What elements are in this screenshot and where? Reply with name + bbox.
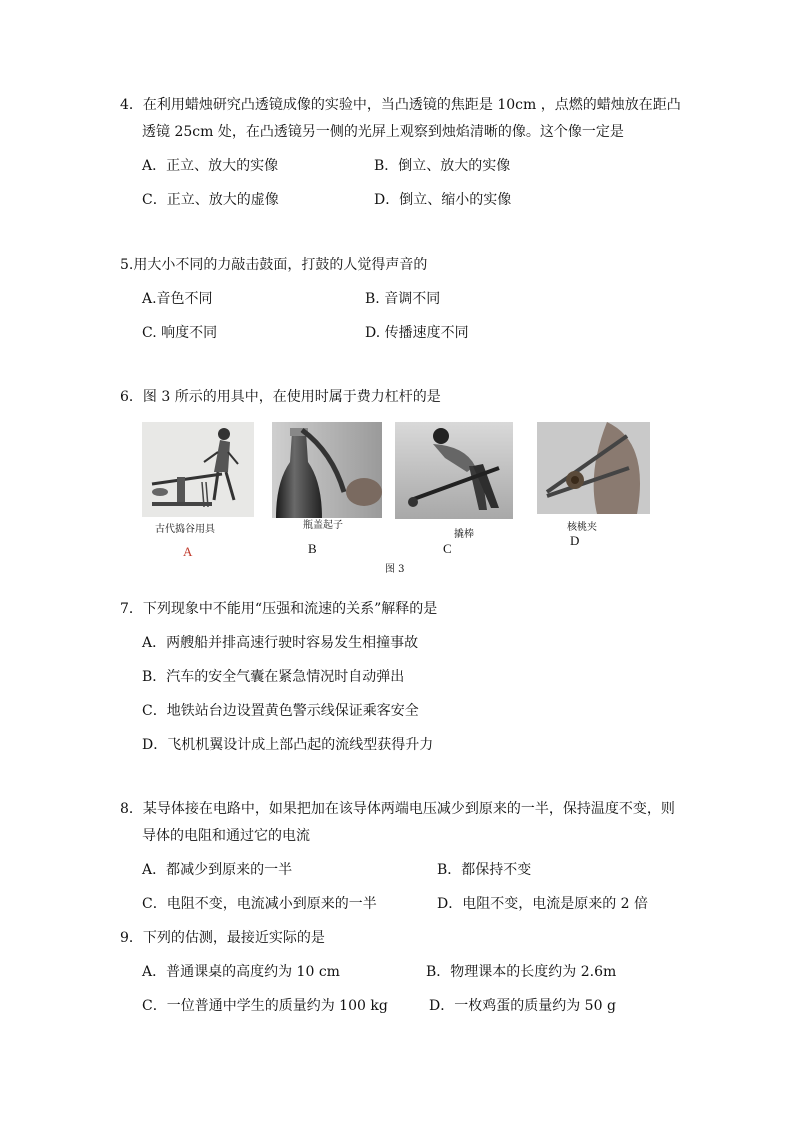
- figure-d-nutcracker-image: [537, 422, 650, 514]
- q4-option-b: B．倒立、放大的实像: [374, 158, 511, 174]
- q4-stem-line2: 透镜 25cm 处，在凸透镜另一侧的光屏上观察到烛焰清晰的像。这个像一定是: [142, 124, 624, 140]
- q7-option-d: D．飞机机翼设计成上部凸起的流线型获得升力: [142, 737, 434, 753]
- q7-option-a: A．两艘船并排高速行驶时容易发生相撞事故: [142, 635, 419, 651]
- q9-option-a: A．普通课桌的高度约为 10 cm: [142, 964, 340, 980]
- q8-option-d: D．电阻不变，电流是原来的 2 倍: [437, 896, 649, 912]
- q8-option-a: A．都减少到原来的一半: [142, 862, 293, 878]
- q5-stem: 5.用大小不同的力敲击鼓面，打鼓的人觉得声音的: [120, 257, 428, 273]
- figure-c-letter: C: [443, 541, 452, 556]
- figure-c-caption: 撬棒: [454, 529, 474, 540]
- q8-option-c: C．电阻不变，电流减小到原来的一半: [142, 896, 377, 912]
- q4-stem-line1: 4．在利用蜡烛研究凸透镜成像的实验中，当凸透镜的焦距是 10cm ，点燃的蜡烛放在距凸: [120, 97, 681, 113]
- q9-option-b: B．物理课本的长度约为 2.6m: [426, 964, 617, 980]
- q8-option-b: B．都保持不变: [437, 862, 532, 878]
- q9-option-c: C．一位普通中学生的质量约为 100 kg: [142, 998, 388, 1014]
- q6-stem: 6．图 3 所示的用具中，在使用时属于费力杠杆的是: [120, 389, 441, 405]
- figure-b-letter: B: [308, 541, 317, 556]
- q8-stem-line2: 导体的电阻和通过它的电流: [142, 828, 310, 844]
- q9-stem: 9．下列的估测，最接近实际的是: [120, 930, 325, 946]
- q8-stem-line1: 8．某导体接在电路中，如果把加在该导体两端电压减少到原来的一半，保持温度不变，则: [120, 801, 675, 817]
- figure-b-caption: 瓶盖起子: [303, 520, 343, 531]
- q4-option-d: D．倒立、缩小的实像: [374, 192, 512, 208]
- figure-a-pounding-tool-image: [142, 422, 254, 517]
- q4-option-c: C．正立、放大的虚像: [142, 192, 279, 208]
- figure-d-caption: 核桃夹: [567, 522, 597, 533]
- q5-option-b: B. 音调不同: [365, 291, 441, 307]
- q5-option-a: A.音色不同: [142, 291, 213, 307]
- figure-d-letter: D: [570, 533, 580, 548]
- figure-a-letter: A: [183, 544, 193, 559]
- q5-option-d: D. 传播速度不同: [365, 325, 469, 341]
- q7-option-b: B．汽车的安全气囊在紧急情况时自动弹出: [142, 669, 405, 685]
- q4-option-a: A．正立、放大的实像: [142, 158, 279, 174]
- figure-label: 图 3: [385, 564, 405, 575]
- q5-option-c: C. 响度不同: [142, 325, 218, 341]
- q7-option-c: C．地铁站台边设置黄色警示线保证乘客安全: [142, 703, 419, 719]
- figure-c-crowbar-image: [395, 422, 513, 519]
- q7-stem: 7．下列现象中不能用“压强和流速的关系”解释的是: [120, 601, 438, 617]
- figure-a-caption: 古代捣谷用具: [155, 524, 215, 535]
- q9-option-d: D．一枚鸡蛋的质量约为 50 g: [429, 998, 616, 1014]
- figure-b-bottle-opener-image: [272, 422, 382, 518]
